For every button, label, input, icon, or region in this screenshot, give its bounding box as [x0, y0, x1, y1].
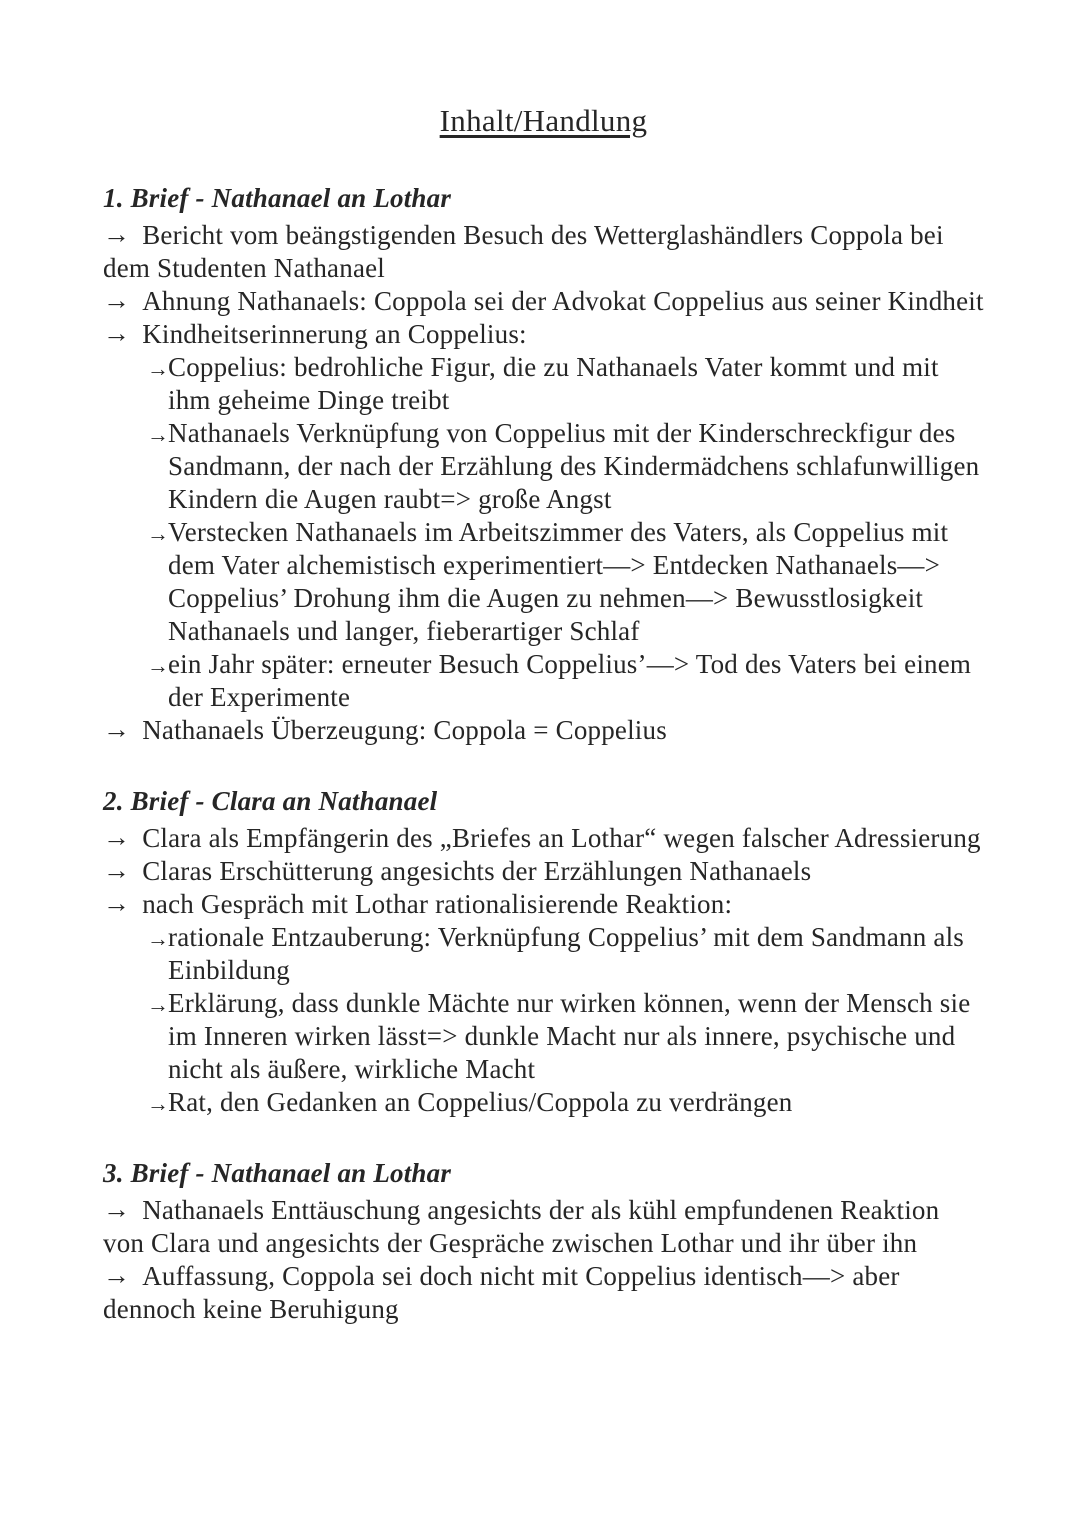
list-item: [103, 285, 984, 318]
list-item: [103, 921, 984, 987]
list-item: [103, 417, 984, 516]
list-item: [103, 1086, 984, 1119]
arrow-bullet-icon: →: [103, 822, 131, 852]
list-item-text: Bericht vom beängstigenden Besuch des Wetterglashändlers Coppola bei dem Studenten Nathanael: [103, 220, 944, 283]
arrow-bullet-icon: →: [147, 653, 170, 678]
arrow-bullet-icon: →: [147, 422, 170, 447]
arrow-bullet-icon: →: [147, 926, 170, 951]
list-item-text: Erklärung, dass dunkle Mächte nur wirken können, wenn der Mensch sie im Inneren wirken lässt=> dunkle Macht nur als innere, psychische und nicht als äußere, wirkliche Macht: [168, 988, 971, 1084]
list-item: [103, 714, 984, 747]
arrow-bullet-icon: →: [103, 855, 131, 885]
arrow-bullet-icon: →: [103, 285, 131, 315]
section: [103, 785, 984, 1119]
list-item-text: Ahnung Nathanaels: Coppola sei der Advokat Coppelius aus seiner Kindheit: [142, 286, 984, 316]
arrow-bullet-icon: →: [103, 1194, 131, 1224]
arrow-bullet-icon: →: [103, 888, 131, 918]
arrow-bullet-icon: →: [103, 219, 131, 249]
list-item-text: Coppelius: bedrohliche Figur, die zu Nathanaels Vater kommt und mit ihm geheime Dinge treibt: [168, 352, 939, 415]
list-item: [103, 1194, 984, 1260]
arrow-bullet-icon: →: [103, 1260, 131, 1290]
list-item: [103, 1260, 984, 1326]
section-heading: 3. Brief - Nathanael an Lothar: [103, 1158, 452, 1188]
list-item-text: Verstecken Nathanaels im Arbeitszimmer des Vaters, als Coppelius mit dem Vater alchemistisch experimentiert—> Entdecken Nathanaels—> Coppelius’ Drohung ihm die Augen zu nehmen—> Bewusstlosigkeit Nathanaels und langer, fieberartiger Schlaf: [168, 517, 949, 646]
list-item-text: Nathanaels Verknüpfung von Coppelius mit der Kinderschreckfigur des Sandmann, der nach der Erzählung des Kindermädchens schlafunwilligen Kindern die Augen raubt=> große Angst: [168, 418, 980, 514]
arrow-bullet-icon: →: [147, 356, 170, 381]
list-item: [103, 219, 984, 285]
list-item-text: Nathanaels Enttäuschung angesichts der als kühl empfundenen Reaktion von Clara und angesichts der Gespräche zwischen Lothar und ihr über ihn: [103, 1195, 940, 1258]
arrow-bullet-icon: →: [147, 1091, 170, 1116]
sections-container: [103, 182, 984, 1326]
list-item-text: Clara als Empfängerin des „Briefes an Lothar“ wegen falscher Adressierung: [142, 823, 981, 853]
list-item-text: rationale Entzauberung: Verknüpfung Coppelius’ mit dem Sandmann als Einbildung: [168, 922, 964, 985]
list-item-text: Claras Erschütterung angesichts der Erzählungen Nathanaels: [142, 856, 812, 886]
list-item-text: nach Gespräch mit Lothar rationalisierende Reaktion:: [142, 889, 733, 919]
list-item: [103, 855, 984, 888]
arrow-bullet-icon: →: [103, 318, 131, 348]
section: [103, 1157, 984, 1326]
arrow-bullet-icon: →: [147, 992, 170, 1017]
list-item: [103, 648, 984, 714]
page-title: [103, 102, 984, 140]
list-item: [103, 888, 984, 921]
list-item-text: Rat, den Gedanken an Coppelius/Coppola zu verdrängen: [168, 1087, 793, 1117]
section-heading: 2. Brief - Clara an Nathanael: [103, 786, 438, 816]
list-item: [103, 822, 984, 855]
arrow-bullet-icon: →: [147, 521, 170, 546]
section-heading: 1. Brief - Nathanael an Lothar: [103, 183, 452, 213]
list-item: [103, 351, 984, 417]
list-item-text: Auffassung, Coppola sei doch nicht mit Coppelius identisch—> aber dennoch keine Beruhigung: [103, 1261, 900, 1324]
page-title-text: Inhalt/Handlung: [439, 103, 648, 138]
arrow-bullet-icon: →: [103, 714, 131, 744]
list-item: [103, 318, 984, 351]
list-item-text: ein Jahr später: erneuter Besuch Coppelius’—> Tod des Vaters bei einem der Experimente: [168, 649, 972, 712]
section: [103, 182, 984, 747]
list-item-text: Kindheitserinnerung an Coppelius:: [142, 319, 527, 349]
list-item: [103, 516, 984, 648]
list-item: [103, 987, 984, 1086]
list-item-text: Nathanaels Überzeugung: Coppola = Coppelius: [142, 715, 667, 745]
